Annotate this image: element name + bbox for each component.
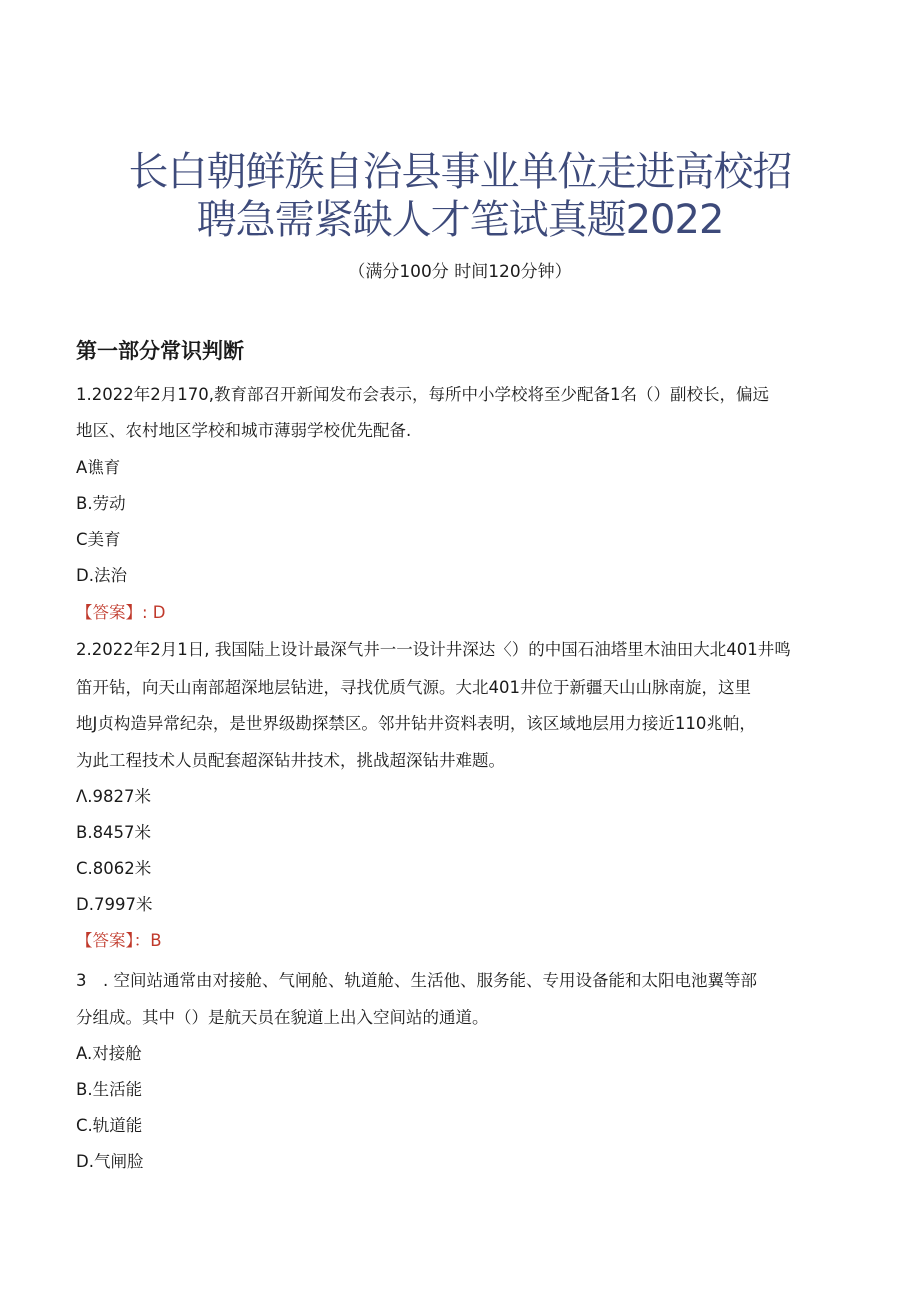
question-2-text-line-3: 地J贞构造异常纪杂，是世界级勘探禁区。邻井钻井资料表明，该区域地层用力接近110兆帕， [76, 714, 756, 733]
question-3-text-line-1: 3 . 空间站通常由对接舱、气闸舱、轨道舱、生活他、服务能、专用设备能和太阳电池翼等部 [76, 971, 757, 990]
question-3-option-b: B.生活能 [76, 1080, 143, 1099]
question-2-text-line-1: 2.2022年2月1日, 我国陆上设计最深气井一一设计井深达〈）的中国石油塔里木油田大北401井鸣 [76, 640, 791, 659]
question-3-option-d: D.气闸脸 [76, 1152, 144, 1171]
question-1-option-c: C美育 [76, 530, 121, 549]
question-1-text-line-1: 1.2022年2月170,教育部召开新闻发布会表示，每所中小学校将至少配备1名（）副校长，偏远 [76, 385, 769, 404]
question-1-option-a: A谯育 [76, 458, 121, 477]
question-1-option-d: D.法治 [76, 566, 127, 585]
question-3-text-line-2: 分组成。其中（）是航天员在貌道上出入空间站的通道。 [76, 1008, 489, 1027]
answer-label: 【答案】 [76, 931, 134, 950]
section-heading: 第一部分常识判断 [76, 339, 244, 363]
question-2-text-line-4: 为此工程技术人员配套超深钻井技术，挑战超深钻井难题。 [76, 751, 505, 770]
question-2-text-line-2: 笛开钻，向天山南部超深地层钻进，寻找优质气源。大北401井位于新疆天山山脉南旋，这里 [76, 678, 751, 697]
answer-label: 【答案】 [76, 603, 142, 622]
answer-value: : D [142, 603, 166, 622]
question-1-text-line-2: 地区、农村地区学校和城市薄弱学校优先配备. [76, 421, 412, 440]
question-3-option-a: A.对接舱 [76, 1044, 142, 1063]
document-title-line-2: 聘急需紧缺人才笔试真题2022 [196, 197, 724, 243]
question-2-option-a: Λ.9827米 [76, 787, 152, 806]
document-title-line-1: 长白朝鲜族自治县事业单位走进高校招 [128, 149, 792, 195]
question-2-option-b: B.8457米 [76, 823, 152, 842]
answer-value: ：B [133, 931, 162, 950]
question-2-option-d: D.7997米 [76, 895, 153, 914]
question-2-answer [76, 929, 856, 953]
question-2-option-c: C.8062米 [76, 859, 152, 878]
exam-info-subtitle: （满分100分 时间120分钟） [348, 262, 572, 282]
question-1-answer [76, 601, 856, 625]
question-1-option-b: B.劳动 [76, 494, 126, 513]
question-3-option-c: C.轨道能 [76, 1116, 143, 1135]
